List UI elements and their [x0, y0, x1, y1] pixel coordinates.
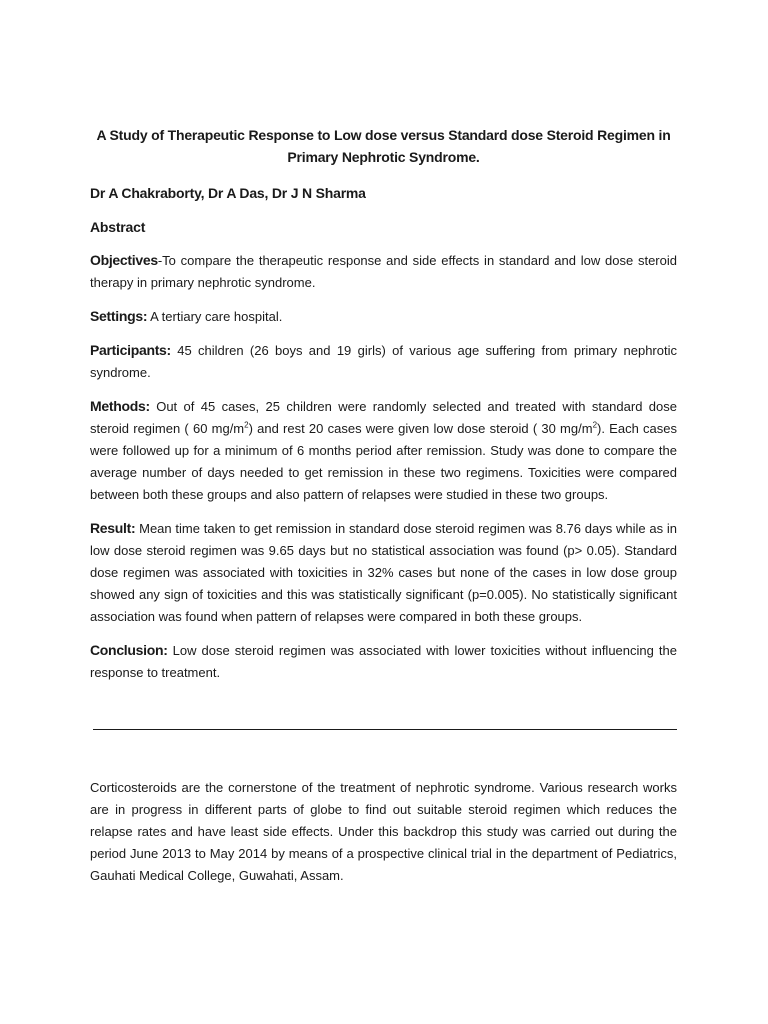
methods-text-2: ) and rest 20 cases were given low dose steroid ( 30 mg/m: [248, 421, 593, 436]
intro-paragraph: Corticosteroids are the cornerstone of the treatment of nephrotic syndrome. Various research works are in progress in different parts of globe to find out suitable steroid regimen which reduces the relapse rates and have least side effects. Under this backdrop this study was carried out during the period June 2013 to May 2014 by means of a prospective clinical trial in the department of Pediatrics, Gauhati Medical College, Guwahati, Assam.: [90, 780, 677, 883]
participants-text: 45 children (26 boys and 19 girls) of various age suffering from primary nephrotic syndrome.: [90, 343, 677, 380]
conclusion-paragraph: [90, 639, 677, 684]
settings-label: Settings:: [90, 308, 148, 324]
settings-paragraph: [90, 305, 677, 328]
methods-text-1: Out of 45 cases, 25 children were randomly selected and treated with standard dose steroid regimen ( 60 mg/m: [90, 399, 677, 436]
settings-text: A tertiary care hospital.: [147, 309, 283, 324]
methods-text-3: ). Each cases were followed up for a minimum of 6 months period after remission. Study was done to compare the average number of days needed to get remission in these two regimens. Toxicities were compared between both these groups and also pattern of relapses were studied in these two groups.: [90, 421, 677, 502]
section-divider: [93, 729, 677, 730]
methods-superscript-1: 2: [244, 420, 249, 430]
abstract-section: [90, 124, 677, 684]
objectives-text: -To compare the therapeutic response and side effects in standard and low dose steroid therapy in primary nephrotic syndrome.: [90, 253, 677, 290]
methods-label: Methods:: [90, 398, 150, 414]
participants-paragraph: [90, 339, 677, 384]
result-text: Mean time taken to get remission in standard dose steroid regimen was 8.76 days while as in low dose steroid regimen was 9.65 days but no statistical association was found (p> 0.05). Standard dose regimen was associated with toxicities in 32% cases but none of the cases in low dose group showed any sign of toxicities and this was statistically significant (p=0.005). No statistically significant association was found when pattern of relapses were compared in both these groups.: [90, 521, 677, 624]
paper-title: A Study of Therapeutic Response to Low dose versus Standard dose Steroid Regimen in Primary Nephrotic Syndrome.: [96, 127, 671, 165]
abstract-heading: Abstract: [90, 219, 146, 235]
objectives-label: Objectives: [90, 252, 158, 268]
methods-paragraph: [90, 395, 677, 506]
result-paragraph: [90, 517, 677, 628]
methods-superscript-2: 2: [592, 420, 598, 430]
conclusion-text: Low dose steroid regimen was associated with lower toxicities without influencing the response to treatment.: [90, 643, 677, 680]
author-list: Dr A Chakraborty, Dr A Das, Dr J N Sharma: [90, 185, 366, 201]
objectives-paragraph: [90, 249, 677, 294]
result-label: Result:: [90, 520, 136, 536]
participants-label: Participants:: [90, 342, 171, 358]
conclusion-label: Conclusion:: [90, 642, 168, 658]
